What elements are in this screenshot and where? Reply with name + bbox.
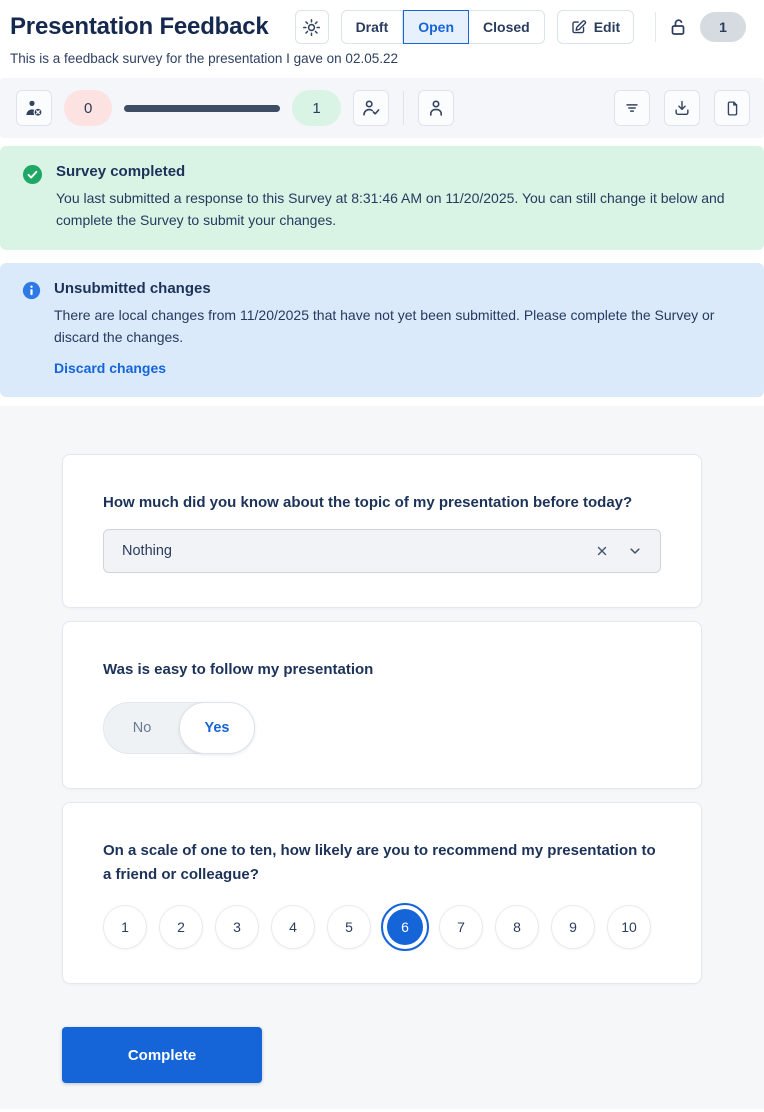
filter-button[interactable] bbox=[614, 90, 650, 126]
yes-no-toggle bbox=[103, 702, 255, 754]
page-title: Presentation Feedback bbox=[10, 13, 269, 40]
discard-changes-link[interactable]: Discard changes bbox=[54, 360, 167, 376]
response-toolbar bbox=[0, 78, 764, 138]
info-banner-content bbox=[54, 280, 740, 378]
unsubmitted-changes-banner bbox=[0, 263, 764, 397]
toolbar-left-group bbox=[16, 90, 454, 126]
tab-draft[interactable]: Draft bbox=[341, 10, 404, 44]
respondent-check-button[interactable] bbox=[353, 90, 389, 126]
remove-respondent-button[interactable] bbox=[16, 90, 52, 126]
info-circle-icon bbox=[22, 281, 41, 378]
completion-progress-bar bbox=[124, 105, 280, 112]
success-banner-title: Survey completed bbox=[56, 163, 186, 180]
success-banner-message: You last submitted a response to this Survey at 8:31:46 AM on 11/20/2025. You can still change it below and complete the Survey to submit your changes. bbox=[56, 190, 725, 228]
status-tabs bbox=[341, 10, 545, 44]
scale-option-9[interactable]: 9 bbox=[551, 905, 595, 949]
completed-count-badge: 1 bbox=[292, 90, 340, 126]
response-count-badge[interactable]: 1 bbox=[700, 12, 746, 42]
header bbox=[0, 0, 764, 44]
complete-button[interactable]: Complete bbox=[62, 1027, 262, 1083]
remove-respondent-icon bbox=[24, 98, 44, 118]
survey-description: This is a feedback survey for the presentation I gave on 02.05.22 bbox=[10, 51, 398, 66]
toggle-option-yes[interactable]: Yes bbox=[179, 702, 255, 754]
scale-option-2[interactable]: 2 bbox=[159, 905, 203, 949]
info-banner-message: There are local changes from 11/20/2025 that have not yet been submitted. Please complete the Survey or discard the changes. bbox=[54, 307, 715, 345]
respondent-check-icon bbox=[361, 98, 381, 118]
question-label: Was is easy to follow my presentation bbox=[103, 661, 374, 678]
respondent-button[interactable] bbox=[418, 90, 454, 126]
header-controls bbox=[295, 10, 746, 44]
scale-option-1[interactable]: 1 bbox=[103, 905, 147, 949]
survey-completed-banner bbox=[0, 146, 764, 250]
gear-icon bbox=[302, 18, 321, 37]
edit-button[interactable] bbox=[557, 10, 634, 44]
header-divider bbox=[655, 12, 656, 42]
not-completed-count-badge: 0 bbox=[64, 90, 112, 126]
select-actions bbox=[596, 544, 642, 558]
scale-option-5[interactable]: 5 bbox=[327, 905, 371, 949]
check-circle-icon bbox=[22, 164, 43, 231]
tab-open[interactable]: Open bbox=[403, 10, 469, 44]
respondent-icon bbox=[426, 98, 446, 118]
toolbar-divider bbox=[403, 91, 404, 125]
question-label: On a scale of one to ten, how likely are you to recommend my presentation to a friend or colleague? bbox=[103, 842, 656, 883]
filter-icon bbox=[623, 99, 641, 117]
question-card-easy-to-follow bbox=[62, 621, 702, 789]
scale-option-6-selected[interactable]: 6 bbox=[381, 903, 429, 951]
scale-option-8[interactable]: 8 bbox=[495, 905, 539, 949]
export-document-button[interactable] bbox=[714, 90, 750, 126]
edit-pencil-icon bbox=[571, 19, 587, 35]
document-icon bbox=[724, 100, 741, 117]
clear-selection-icon[interactable] bbox=[596, 545, 608, 557]
topic-knowledge-select[interactable] bbox=[103, 529, 661, 573]
edit-button-label: Edit bbox=[593, 19, 621, 35]
question-card-recommend-scale bbox=[62, 802, 702, 984]
scale-option-4[interactable]: 4 bbox=[271, 905, 315, 949]
chevron-down-icon[interactable] bbox=[628, 544, 642, 558]
unlock-icon[interactable] bbox=[668, 17, 688, 37]
toggle-option-no[interactable]: No bbox=[132, 720, 152, 736]
rating-scale bbox=[103, 905, 661, 949]
scale-option-10[interactable]: 10 bbox=[607, 905, 651, 949]
download-button[interactable] bbox=[664, 90, 700, 126]
download-icon bbox=[673, 99, 691, 117]
settings-button[interactable] bbox=[295, 10, 329, 44]
tab-closed[interactable]: Closed bbox=[469, 10, 545, 44]
question-label: How much did you know about the topic of my presentation before today? bbox=[103, 494, 633, 511]
toolbar-right-group bbox=[614, 90, 750, 126]
info-banner-title: Unsubmitted changes bbox=[54, 280, 211, 297]
survey-body bbox=[0, 406, 764, 1109]
select-selected-value: Nothing bbox=[122, 543, 172, 559]
scale-option-3[interactable]: 3 bbox=[215, 905, 259, 949]
success-banner-content bbox=[56, 163, 740, 231]
question-card-topic-knowledge bbox=[62, 454, 702, 608]
scale-option-7[interactable]: 7 bbox=[439, 905, 483, 949]
